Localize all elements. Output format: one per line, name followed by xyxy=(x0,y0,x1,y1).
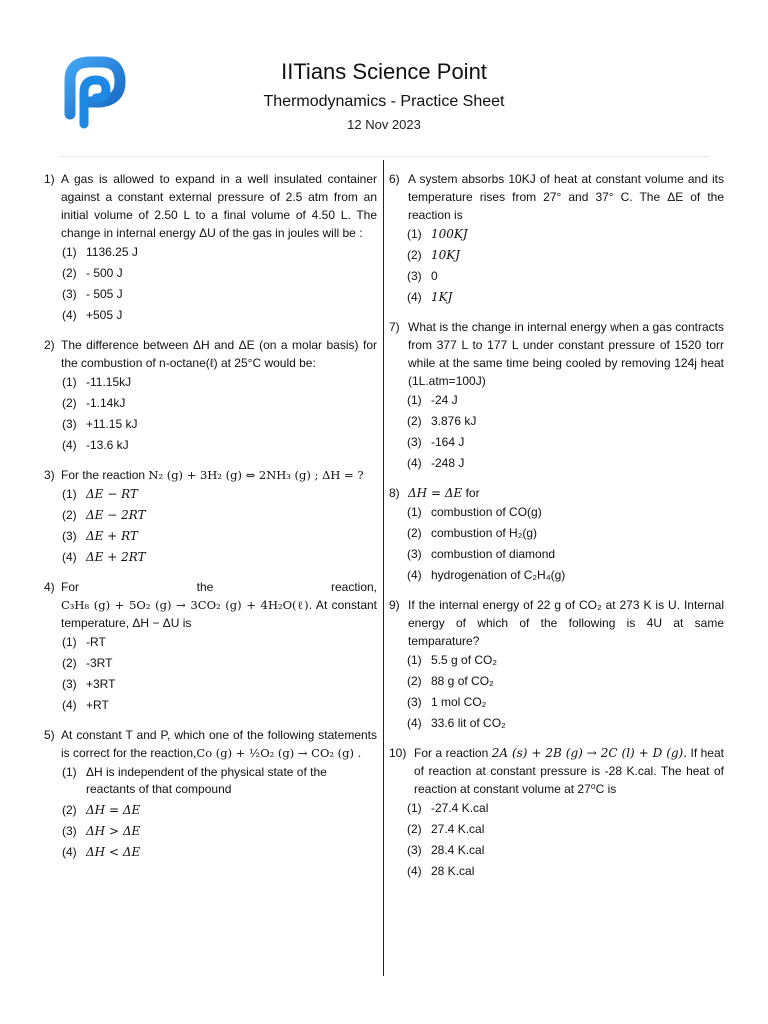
option[interactable]: (4) +505 J xyxy=(62,308,123,322)
option[interactable]: (3) ΔE + RT xyxy=(62,529,138,543)
option[interactable]: (1) combustion of CO(g) xyxy=(407,505,542,519)
question-text: ΔH = ΔE for xyxy=(408,486,480,500)
question-number: 6) xyxy=(389,172,400,186)
reaction-equation: N₂ (g) + 3H₂ (g) ⇔ 2NH₃ (g) ; ΔH = ? xyxy=(148,468,364,482)
question-number: 9) xyxy=(389,598,400,612)
option[interactable]: (4) -248 J xyxy=(407,456,465,470)
question-number: 5) xyxy=(44,728,55,742)
option[interactable]: (4) 1KJ xyxy=(407,290,453,304)
option[interactable]: (2) 3.876 kJ xyxy=(407,414,477,428)
question-4 xyxy=(44,578,377,716)
right-column xyxy=(389,170,724,892)
option[interactable]: (4) -13.6 kJ xyxy=(62,438,129,452)
question-text: At constant T and P, which one of the following statements is correct for the reaction,Co (g) + ½O₂ (g) → CO₂ (g) . xyxy=(61,728,377,760)
option[interactable]: (2) ΔE − 2RT xyxy=(62,508,146,522)
option[interactable]: (2) ΔH = ΔE xyxy=(62,803,141,817)
question-9 xyxy=(389,596,724,734)
reaction-equation: 2A (s) + 2B (g) → 2C (l) + D (g). xyxy=(491,746,688,760)
option[interactable]: (3) ΔH > ΔE xyxy=(62,824,141,838)
option[interactable]: (1) ΔE − RT xyxy=(62,487,138,501)
question-text: A gas is allowed to expand in a well insulated container against a constant external pressure of 2.5 atm from an initial volume of 2.50 L to a final volume of 4.50 L. The change in internal energy ΔU of the gas in joules will be : xyxy=(61,172,377,240)
page-date: 12 Nov 2023 xyxy=(347,117,421,132)
question-1 xyxy=(44,170,377,326)
option[interactable]: (2) 27.4 K.cal xyxy=(407,822,485,836)
option[interactable]: (3) -164 J xyxy=(407,435,465,449)
reaction-equation: Co (g) + ½O₂ (g) → CO₂ (g) . xyxy=(196,746,362,760)
question-text: What is the change in internal energy when a gas contracts from 377 L to 177 L under constant pressure of 1520 torr while at the same time being cooled by removing 124j heat (1L.atm=100J) xyxy=(408,320,724,388)
question-text: For the reaction N₂ (g) + 3H₂ (g) ⇔ 2NH₃ (g) ; ΔH = ? xyxy=(61,468,364,482)
question-5 xyxy=(44,726,377,863)
question-text: A system absorbs 10KJ of heat at constant volume and its temperature rises from 27° and 37° C. The ΔE of the reaction is xyxy=(408,172,724,222)
option[interactable]: (2) -3RT xyxy=(62,656,113,670)
option[interactable]: (4) +RT xyxy=(62,698,109,712)
question-number: 4) xyxy=(44,580,55,594)
option[interactable]: (3) 1 mol CO₂ xyxy=(407,695,487,709)
option[interactable]: (1) -11.15kJ xyxy=(62,375,132,389)
question-text: If the internal energy of 22 g of CO₂ at 273 K is U. Internal energy of which of the following is 4U at same temparature? xyxy=(408,598,724,648)
question-7 xyxy=(389,318,724,474)
option[interactable]: (3) +11.15 kJ xyxy=(62,417,138,431)
question-6 xyxy=(389,170,724,308)
option[interactable]: (1) -27.4 K.cal xyxy=(407,801,489,815)
option[interactable]: (2) - 500 J xyxy=(62,266,123,280)
question-number: 10) xyxy=(389,746,407,760)
option[interactable]: (3) 28.4 K.cal xyxy=(407,843,485,857)
question-text: The difference between ΔH and ΔE (on a molar basis) for the combustion of n-octane(ℓ) at 25°C would be: xyxy=(61,338,377,370)
option[interactable]: (4) hydrogenation of C₂H₄(g) xyxy=(407,568,566,582)
question-number: 2) xyxy=(44,338,55,352)
option[interactable]: (1) 100KJ xyxy=(407,227,468,241)
option[interactable]: (3) +3RT xyxy=(62,677,116,691)
option[interactable]: (4) 28 K.cal xyxy=(407,864,475,878)
option[interactable]: (2) 88 g of CO₂ xyxy=(407,674,494,688)
question-number: 3) xyxy=(44,468,55,482)
option[interactable]: (2) 10KJ xyxy=(407,248,461,262)
option[interactable]: (4) ΔH < ΔE xyxy=(62,845,141,859)
question-number: 7) xyxy=(389,320,400,334)
question-number: 8) xyxy=(389,486,400,500)
column-divider xyxy=(383,160,384,976)
option[interactable]: (4) ΔE + 2RT xyxy=(62,550,146,564)
reaction-equation: C₃H₈ (g) + 5O₂ (g) → 3CO₂ (g) + 4H₂O(ℓ). xyxy=(61,598,313,612)
question-text: For the reaction, C₃H₈ (g) + 5O₂ (g) → 3CO₂ (g) + 4H₂O(ℓ). At constant temperature, ΔH − ΔU is xyxy=(61,580,378,630)
header-divider xyxy=(60,156,710,157)
question-3 xyxy=(44,466,377,568)
option[interactable]: (3) combustion of diamond xyxy=(407,547,556,561)
option[interactable]: (1) 1136.25 J xyxy=(62,245,138,259)
option[interactable]: (1) -RT xyxy=(62,635,106,649)
option[interactable]: (3) - 505 J xyxy=(62,287,123,301)
question-text: For a reaction 2A (s) + 2B (g) → 2C (l) + D (g). If heat of reaction at constant pressure is -28 K.cal. The heat of reaction at constant volume at 27⁰C is xyxy=(414,746,724,796)
page-subtitle: Thermodynamics - Practice Sheet xyxy=(263,93,505,110)
option[interactable]: (4) 33.6 lit of CO₂ xyxy=(407,716,506,730)
option[interactable]: (1) ΔH is independent of the physical state of the reactants of that compound xyxy=(62,765,327,796)
question-2 xyxy=(44,336,377,456)
option[interactable]: (1) 5.5 g of CO₂ xyxy=(407,653,498,667)
option[interactable]: (2) combustion of H₂(g) xyxy=(407,526,538,540)
page-header xyxy=(0,0,768,160)
option[interactable]: (2) -1.14kJ xyxy=(62,396,126,410)
left-column xyxy=(44,170,377,873)
page-title: IITians Science Point xyxy=(281,59,487,84)
option[interactable]: (3) 0 xyxy=(407,269,438,283)
question-number: 1) xyxy=(44,172,55,186)
option[interactable]: (1) -24 J xyxy=(407,393,458,407)
question-8 xyxy=(389,484,724,586)
question-10 xyxy=(389,744,724,882)
